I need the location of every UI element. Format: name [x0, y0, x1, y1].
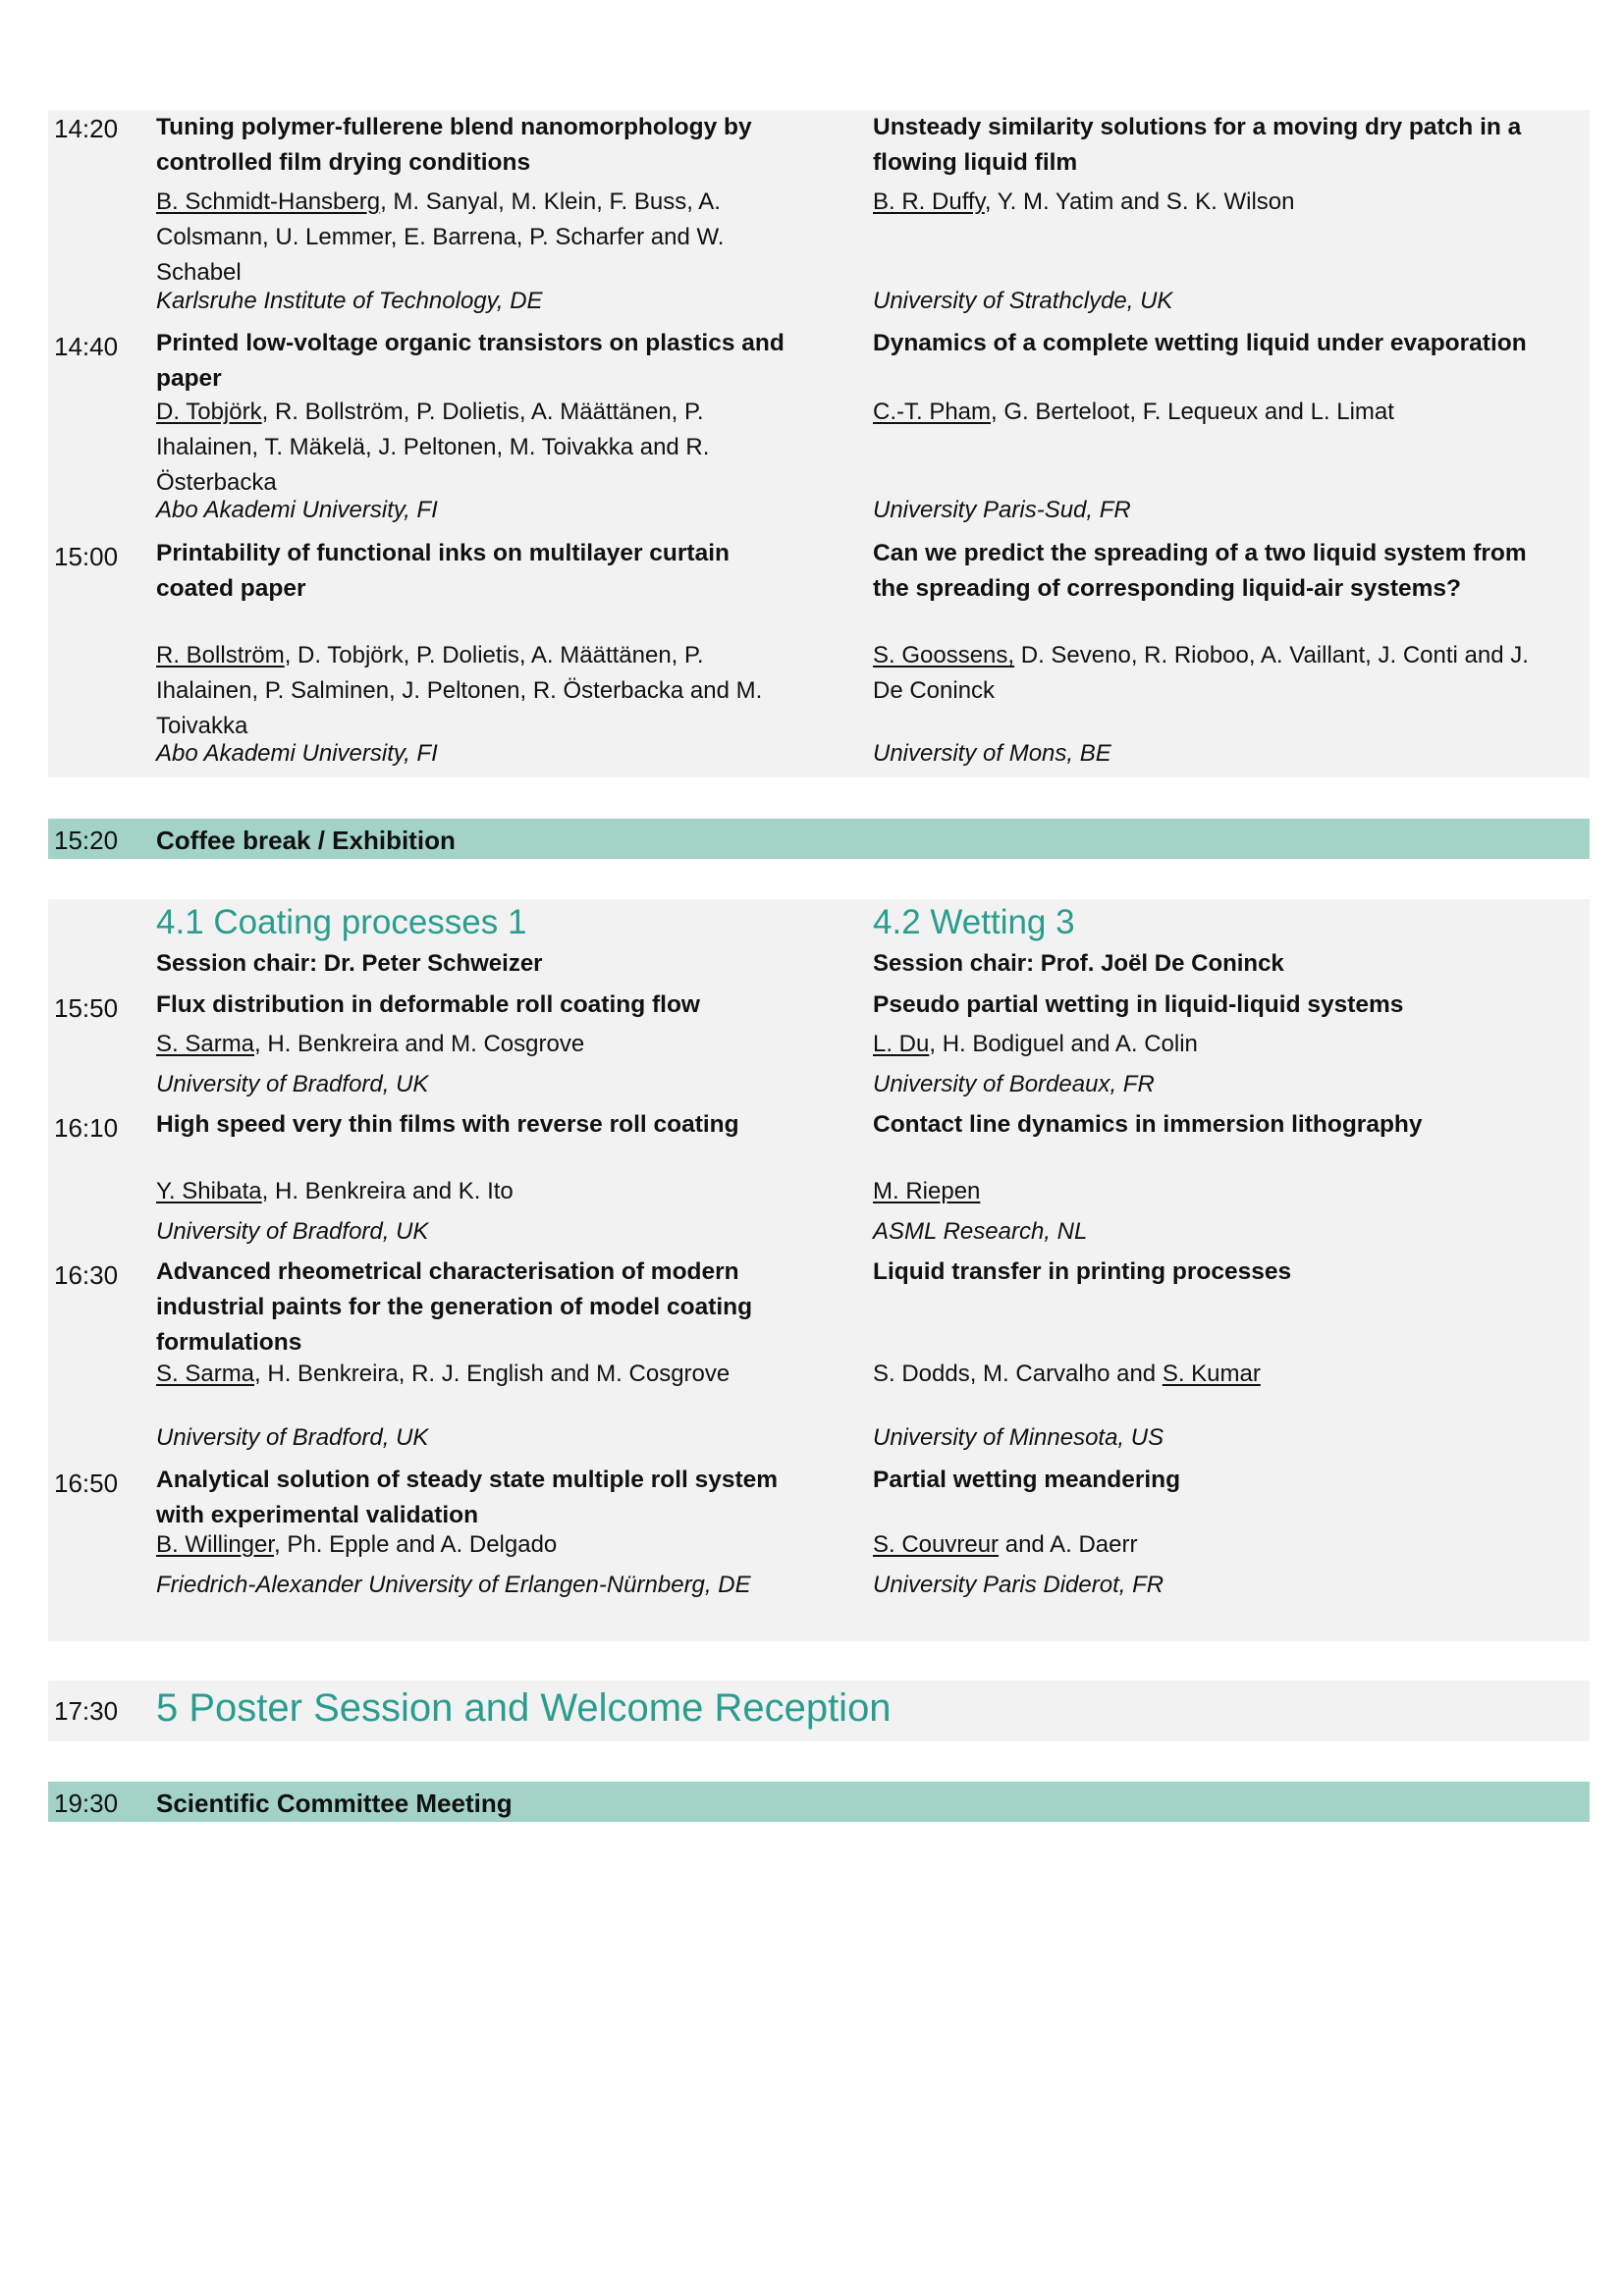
talk-affiliation: University of Minnesota, US	[873, 1424, 1164, 1451]
talk-affiliation: University of Bradford, UK	[156, 1071, 429, 1097]
session-title-coating: 4.1 Coating processes 1	[156, 903, 527, 941]
session-block-afternoon-2	[48, 899, 1590, 1641]
presenter-name: S. Sarma	[156, 1031, 255, 1057]
talk-authors: S. Goossens, D. Seveno, R. Rioboo, A. Vaillant, J. Conti and J. De Coninck	[873, 642, 1529, 704]
talk-title: Pseudo partial wetting in liquid-liquid systems	[873, 991, 1404, 1018]
talk-affiliation: ASML Research, NL	[873, 1218, 1088, 1245]
talk-title: High speed very thin films with reverse roll coating	[156, 1111, 739, 1138]
talk-title: Partial wetting meandering	[873, 1467, 1181, 1493]
talk-title: Can we predict the spreading of a two liquid system from the spreading of corresponding liquid-air systems?	[873, 540, 1527, 602]
talk-title: Flux distribution in deformable roll coating flow	[156, 991, 700, 1018]
talk-authors: S. Couvreur and A. Daerr	[873, 1531, 1138, 1558]
talk-affiliation: University of Bordeaux, FR	[873, 1071, 1155, 1097]
talk-affiliation: Friedrich-Alexander University of Erlangen-Nürnberg, DE	[156, 1572, 751, 1598]
talk-authors: Y. Shibata, H. Benkreira and K. Ito	[156, 1178, 514, 1204]
talk-affiliation: University of Mons, BE	[873, 740, 1111, 767]
poster-session-title: 5 Poster Session and Welcome Reception	[156, 1686, 892, 1730]
talk-affiliation: Abo Akademi University, FI	[156, 497, 438, 523]
talk-affiliation: Karlsruhe Institute of Technology, DE	[156, 288, 543, 314]
talk-title: Unsteady similarity solutions for a moving dry patch in a flowing liquid film	[873, 114, 1522, 176]
presenter-name: S. Sarma	[156, 1361, 255, 1387]
talk-authors	[873, 1174, 1560, 1209]
talk-authors: S. Sarma, H. Benkreira and M. Cosgrove	[156, 1031, 585, 1057]
time-slot: 14:40	[54, 332, 119, 361]
time-slot: 16:10	[54, 1113, 119, 1143]
talk-authors: B. Willinger, Ph. Epple and A. Delgado	[156, 1531, 558, 1558]
talk-affiliation: University Paris-Sud, FR	[873, 497, 1131, 523]
presenter-name: C.-T. Pham	[873, 399, 992, 425]
time-slot: 19:30	[54, 1789, 119, 1818]
talk-affiliation: University of Strathclyde, UK	[873, 288, 1173, 314]
talk-authors: R. Bollström, D. Tobjörk, P. Dolietis, A. Määttänen, P. Ihalainen, P. Salminen, J. Peltonen, R. Österbacka and M. Toivakka	[156, 642, 763, 739]
time-slot: 15:20	[54, 826, 119, 855]
presenter-name: R. Bollström	[156, 642, 285, 668]
poster-session-bar	[48, 1681, 1590, 1741]
session-title-wetting: 4.2 Wetting 3	[873, 903, 1075, 941]
talk-title: Contact line dynamics in immersion lithography	[873, 1111, 1423, 1138]
talk-title: Liquid transfer in printing processes	[873, 1258, 1292, 1285]
talk-authors: C.-T. Pham, G. Berteloot, F. Lequeux and L. Limat	[873, 399, 1394, 425]
session-chair: Session chair: Dr. Peter Schweizer	[156, 950, 543, 977]
talk-title: Advanced rheometrical characterisation of modern industrial paints for the generation of model coating formulations	[156, 1258, 753, 1356]
time-slot: 14:20	[54, 114, 119, 143]
talk-affiliation: Abo Akademi University, FI	[156, 740, 438, 767]
talk-title: Printed low-voltage organic transistors on plastics and paper	[156, 330, 785, 392]
talk-affiliation: University of Bradford, UK	[156, 1218, 429, 1245]
talk-title: Tuning polymer-fullerene blend nanomorphology by controlled film drying conditions	[156, 114, 752, 176]
talk-affiliation: University of Bradford, UK	[156, 1424, 429, 1451]
talk-title: Analytical solution of steady state multiple roll system with experimental validation	[156, 1467, 779, 1528]
committee-meeting-label: Scientific Committee Meeting	[156, 1789, 513, 1818]
presenter-name: B. Schmidt-Hansberg	[156, 188, 381, 215]
talk-authors: D. Tobjörk, R. Bollström, P. Dolietis, A. Määttänen, P. Ihalainen, T. Mäkelä, J. Peltonen, M. Toivakka and R. Österbacka	[156, 399, 710, 496]
committee-meeting-bar	[48, 1782, 1590, 1822]
talk-affiliation: University Paris Diderot, FR	[873, 1572, 1164, 1598]
time-slot: 15:00	[54, 542, 119, 571]
presenter-name: B. R. Duffy	[873, 188, 985, 215]
time-slot: 17:30	[54, 1696, 119, 1726]
presenter-name: B. Willinger	[156, 1531, 275, 1558]
session-chair: Session chair: Prof. Joël De Coninck	[873, 950, 1284, 977]
time-slot: 15:50	[54, 993, 119, 1023]
presenter-name: L. Du	[873, 1031, 930, 1057]
presenter-name: S. Goossens,	[873, 642, 1015, 668]
talk-title: Printability of functional inks on multilayer curtain coated paper	[156, 540, 730, 602]
talk-authors: B. Schmidt-Hansberg, M. Sanyal, M. Klein, F. Buss, A. Colsmann, U. Lemmer, E. Barrena, P. Scharfer and W. Schabel	[156, 188, 725, 286]
time-slot: 16:30	[54, 1260, 119, 1290]
presenter-name: D. Tobjörk	[156, 399, 262, 425]
talk-title: Dynamics of a complete wetting liquid under evaporation	[873, 330, 1527, 356]
coffee-break-label: Coffee break / Exhibition	[156, 826, 456, 855]
session-block-afternoon-1	[48, 110, 1590, 777]
coffee-break-bar	[48, 819, 1590, 859]
talk-authors: S. Sarma, H. Benkreira, R. J. English and M. Cosgrove	[156, 1361, 731, 1387]
talk-authors: L. Du, H. Bodiguel and A. Colin	[873, 1031, 1198, 1057]
presenter-name: S. Kumar	[1162, 1361, 1261, 1387]
presenter-name: M. Riepen	[873, 1178, 981, 1204]
presenter-name: Y. Shibata	[156, 1178, 262, 1204]
time-slot: 16:50	[54, 1468, 119, 1498]
talk-authors: B. R. Duffy, Y. M. Yatim and S. K. Wilson	[873, 188, 1295, 215]
presenter-name: S. Couvreur	[873, 1531, 1000, 1558]
talk-authors: S. Dodds, M. Carvalho and S. Kumar	[873, 1361, 1261, 1387]
